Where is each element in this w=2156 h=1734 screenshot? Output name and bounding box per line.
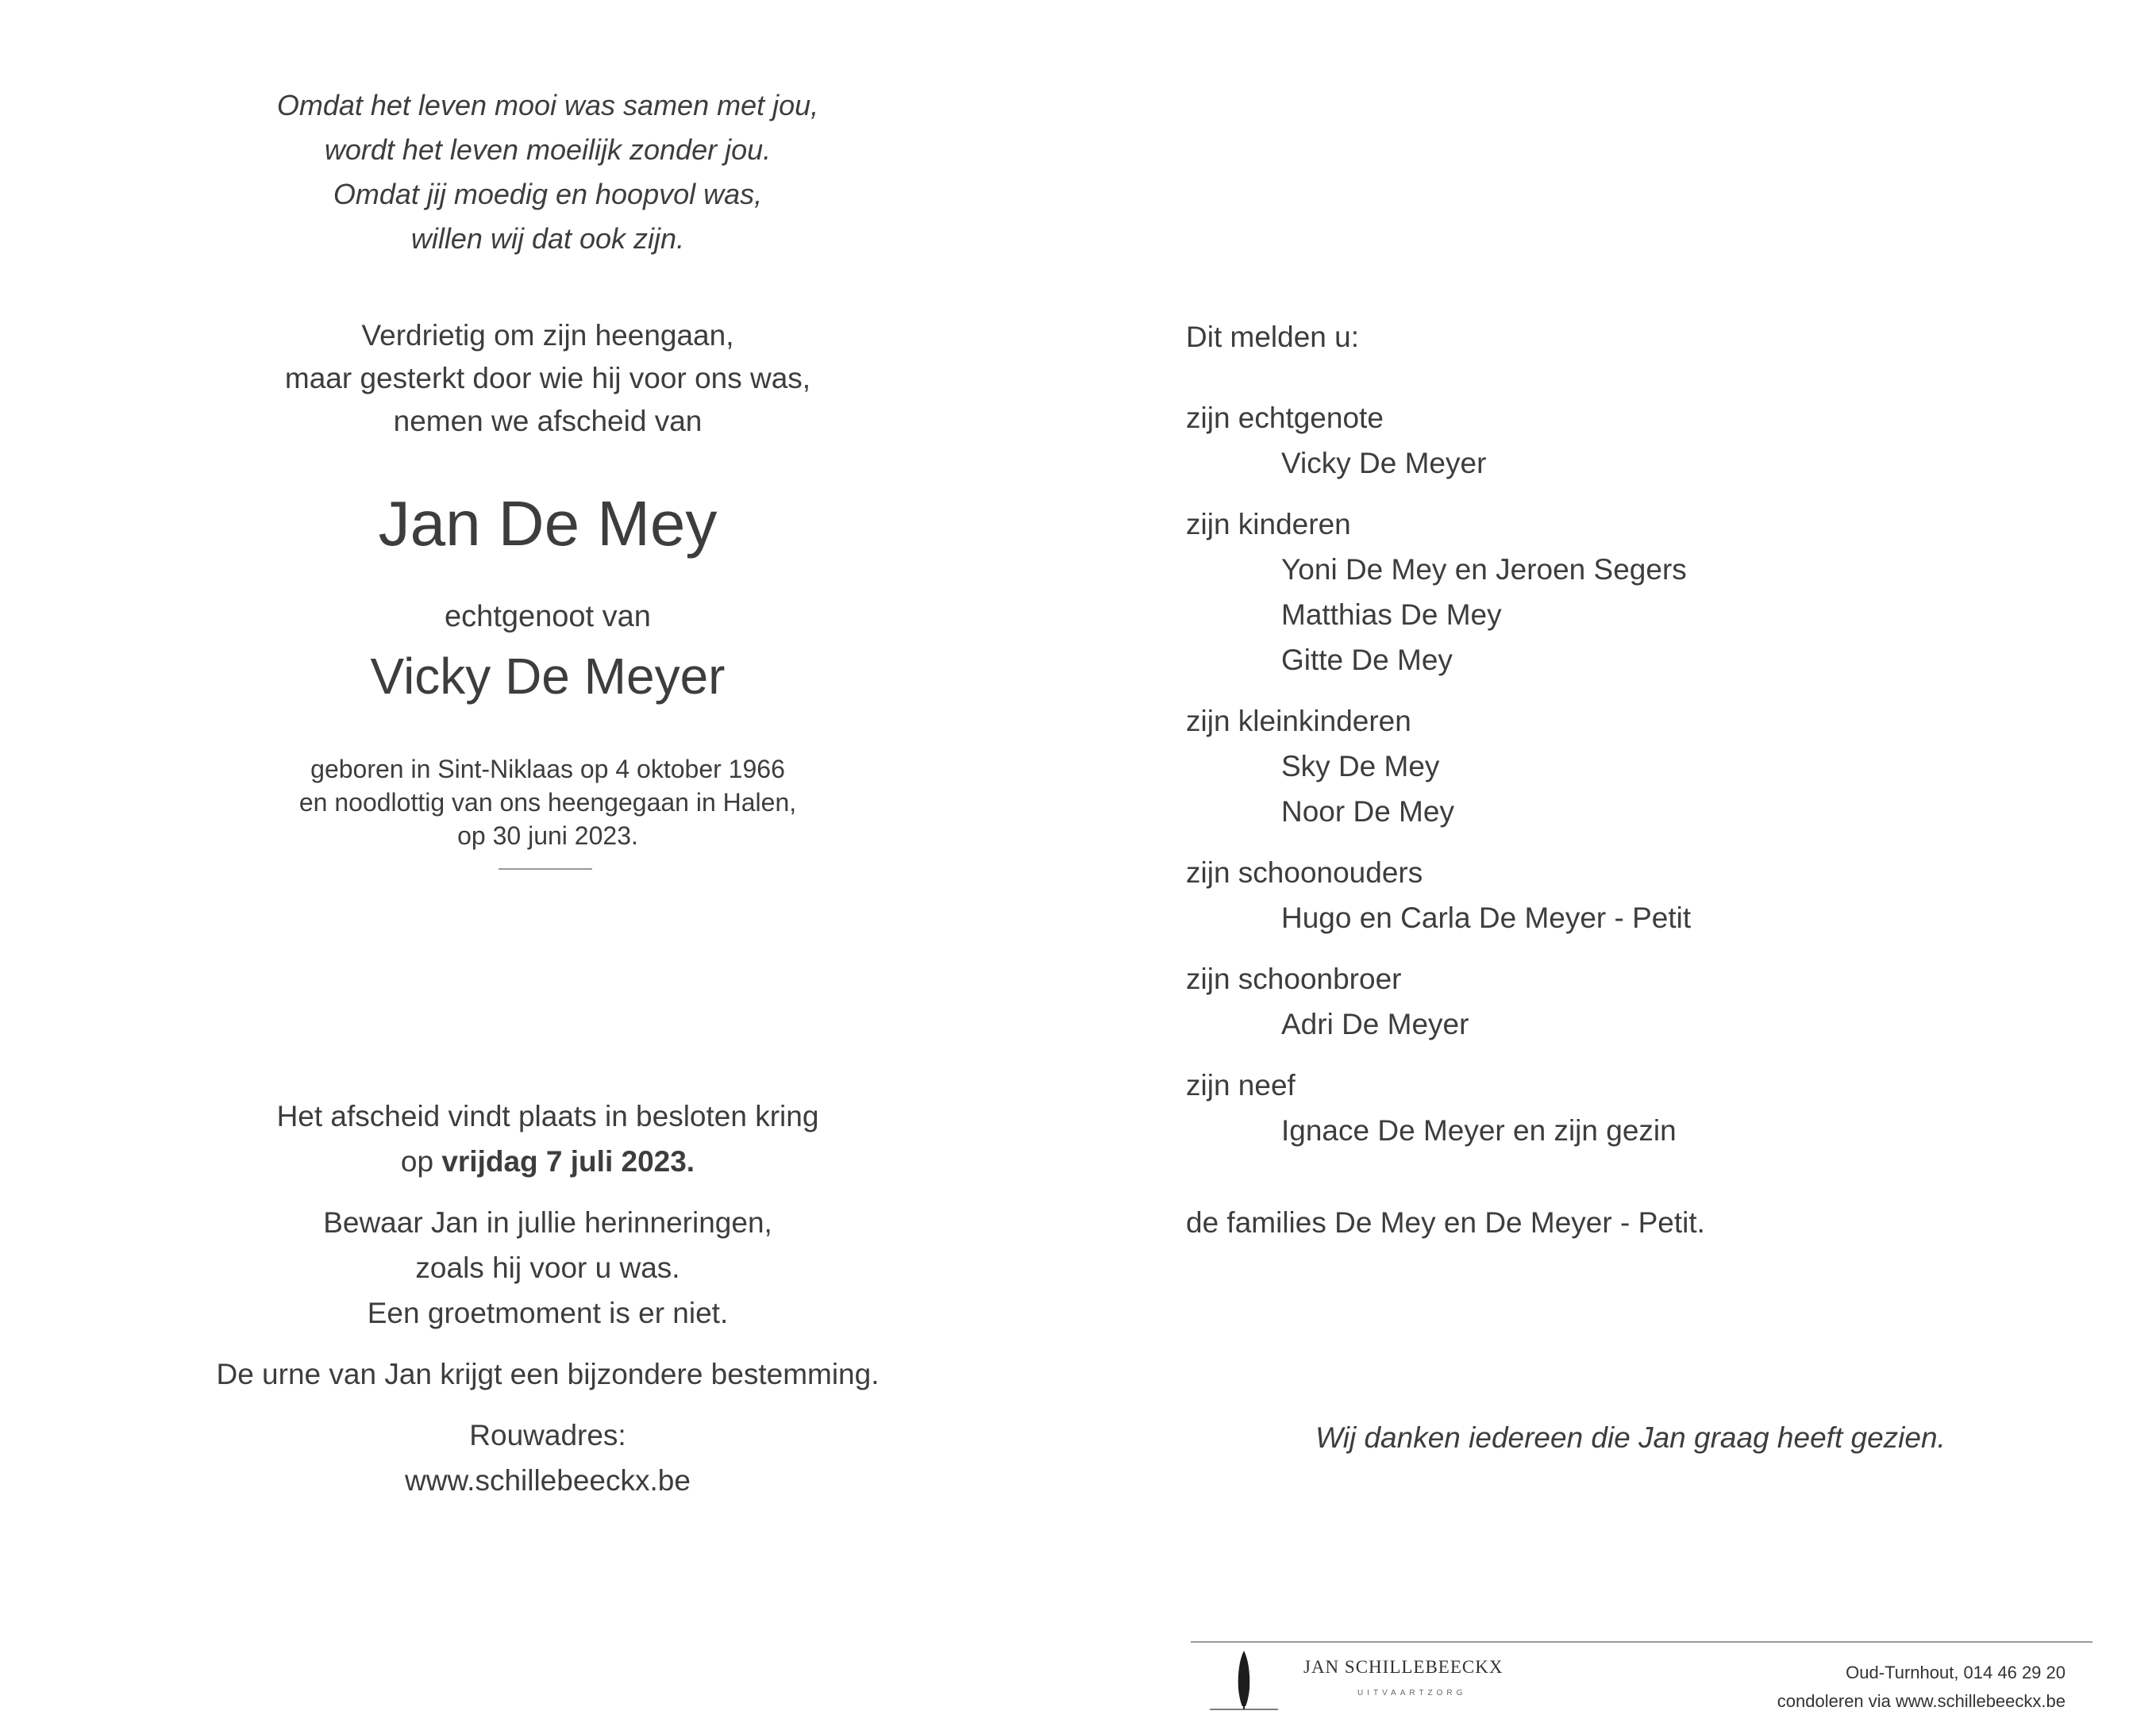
announcement-intro: Dit melden u: — [1186, 321, 1359, 353]
family-member: Adri De Meyer — [1281, 1008, 1469, 1040]
thanks-text: Wij danken iedereen die Jan graag heeft gezien. — [1315, 1421, 1946, 1454]
urn-text: De urne van Jan krijgt een bijzondere bestemming. — [216, 1358, 880, 1390]
remember-line: zoals hij voor u was. — [415, 1251, 680, 1284]
spouse-label: echtgenoot van — [445, 600, 651, 633]
family-group — [1186, 698, 2059, 834]
remember-text — [159, 1200, 937, 1336]
ceremony-line: Het afscheid vindt plaats in besloten kring — [276, 1100, 819, 1132]
birth-line: op 30 juni 2023. — [457, 821, 638, 850]
family-member: Noor De Mey — [1281, 795, 1454, 828]
family-group — [1186, 850, 2059, 940]
mourning-address — [159, 1413, 937, 1503]
family-group — [1186, 502, 2059, 682]
ceremony-date-line — [159, 1139, 937, 1184]
intro-line: maar gesterkt door wie hij voor ons was, — [284, 362, 811, 394]
group-label: zijn neef — [1186, 1069, 1296, 1102]
family-member: Sky De Mey — [1281, 750, 1440, 782]
poem — [198, 83, 897, 261]
remember-line: Bewaar Jan in jullie herinneringen, — [323, 1206, 772, 1239]
brand-name: JAN SCHILLEBEECKX — [1303, 1657, 1503, 1677]
deceased-name: Jan De Mey — [378, 488, 718, 559]
group-label: zijn kinderen — [1186, 508, 1351, 540]
family-member: Hugo en Carla De Meyer - Petit — [1281, 902, 1692, 934]
family-member: Ignace De Meyer en zijn gezin — [1281, 1114, 1677, 1147]
poem-line: Omdat jij moedig en hoopvol was, — [333, 178, 763, 210]
contact-line: condoleren via www.schillebeeckx.be — [1777, 1691, 2066, 1711]
ceremony-date: vrijdag 7 juli 2023. — [441, 1145, 695, 1178]
remember-line: Een groetmoment is er niet. — [367, 1297, 729, 1329]
families-line: de families De Mey en De Meyer - Petit. — [1186, 1206, 1705, 1239]
brand-subtitle: UITVAARTZORG — [1357, 1689, 1467, 1697]
group-label: zijn schoonbroer — [1186, 963, 1402, 995]
ceremony-info — [159, 1094, 937, 1184]
birth-line: en noodlottig van ons heengegaan in Halen, — [298, 788, 797, 817]
group-label: zijn kleinkinderen — [1186, 705, 1411, 737]
funeral-home-logo — [1303, 1657, 1503, 1697]
poem-line: wordt het leven moeilijk zonder jou. — [324, 133, 772, 166]
ceremony-date-prefix: op — [400, 1145, 442, 1178]
family-group — [1186, 956, 2059, 1047]
group-label: zijn schoonouders — [1186, 856, 1423, 889]
family-list — [1186, 395, 2059, 1169]
contact-line: Oud-Turnhout, 014 46 29 20 — [1846, 1663, 2066, 1682]
intro-line: nemen we afscheid van — [393, 405, 703, 437]
contact-info — [1588, 1659, 2066, 1716]
family-member: Vicky De Meyer — [1281, 447, 1487, 479]
group-label: zijn echtgenote — [1186, 402, 1384, 434]
poem-line: willen wij dat ook zijn. — [410, 222, 685, 255]
divider — [499, 868, 592, 870]
family-group — [1186, 395, 2059, 486]
family-member: Yoni De Mey en Jeroen Segers — [1281, 553, 1687, 586]
farewell-intro — [198, 314, 897, 443]
cypress-tree-icon — [1208, 1649, 1280, 1711]
family-member: Matthias De Mey — [1281, 598, 1502, 631]
service-info — [159, 1094, 937, 1519]
address-label: Rouwadres: — [469, 1419, 626, 1451]
address-url: www.schillebeeckx.be — [405, 1464, 691, 1497]
family-group — [1186, 1063, 2059, 1153]
birth-line: geboren in Sint-Niklaas op 4 oktober 1966 — [310, 755, 785, 783]
family-member: Gitte De Mey — [1281, 644, 1453, 676]
birth-death-details — [198, 752, 897, 852]
intro-line: Verdrietig om zijn heengaan, — [361, 319, 734, 352]
spouse-name: Vicky De Meyer — [370, 648, 726, 705]
poem-line: Omdat het leven mooi was samen met jou, — [276, 89, 819, 121]
footer-divider — [1191, 1641, 2092, 1643]
